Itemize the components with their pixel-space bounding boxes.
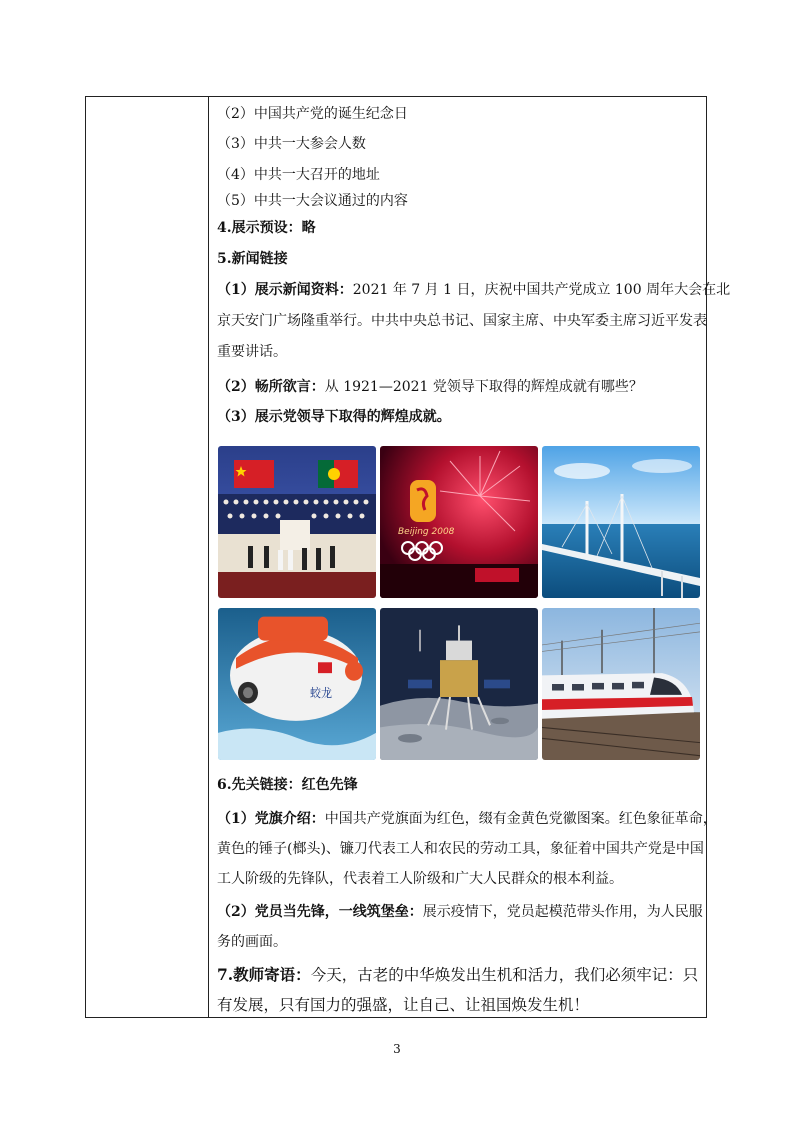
flag-text-a: 中国共产党旗面为红色，缀有金黄色党徽图案。红色象征革命， xyxy=(324,811,717,827)
submersible-hull-text: 蛟龙 xyxy=(310,685,332,701)
diplomatic-meeting-image xyxy=(218,446,376,598)
news-paragraph-line-3: 重要讲话。 xyxy=(217,344,287,360)
news-paragraph-line-1 xyxy=(217,281,730,299)
item-2: （2）中国共产党的诞生纪念日 xyxy=(217,106,408,122)
discussion-line xyxy=(217,378,643,396)
item-5: （5）中共一大会议通过的内容 xyxy=(217,193,408,209)
diplomatic-meeting-photo xyxy=(218,446,376,598)
flag-label: （1）党旗介绍： xyxy=(217,811,325,827)
news-label: （1）展示新闻资料： xyxy=(217,282,353,298)
olympics-fireworks-image xyxy=(380,446,538,598)
section-5-title: 5.新闻链接 xyxy=(217,251,288,267)
lunar-lander-photo xyxy=(380,608,538,760)
discussion-label: （2）畅所欲言： xyxy=(217,379,325,395)
teacher-message-text-a: 今天，古老的中华焕发出生机和活力，我们必须牢记：只 xyxy=(310,966,699,984)
news-text-a: 2021 年 7 月 1 日，庆祝中国共产党成立 100 周年大会在北 xyxy=(352,282,731,298)
teacher-message-line-2: 有发展，只有国力的强盛，让自己、让祖国焕发生机！ xyxy=(217,996,590,1014)
flag-paragraph-line-1 xyxy=(217,810,717,828)
item-3: （3）中共一大参会人数 xyxy=(217,136,366,152)
column-divider xyxy=(208,97,209,1017)
high-speed-train-image xyxy=(542,608,700,760)
pioneer-text-a: 展示疫情下，党员起模范带头作用，为人民服 xyxy=(422,904,703,920)
olympics-fireworks-photo xyxy=(380,446,538,598)
pioneer-paragraph-line-2: 务的画面。 xyxy=(217,934,287,950)
teacher-message-label: 7.教师寄语： xyxy=(217,965,311,984)
train-body-icon xyxy=(542,673,694,719)
flag-paragraph-line-2: 黄色的锤子(榔头)、镰刀代表工人和农民的劳动工具，象征着中国共产党是中国 xyxy=(217,841,704,857)
news-paragraph-line-2: 京天安门广场隆重举行。中共中央总书记、国家主席、中央军委主席习近平发表 xyxy=(217,313,707,329)
achievements-line: （3）展示党领导下取得的辉煌成就。 xyxy=(217,409,451,425)
submersible-image xyxy=(218,608,376,760)
item-4: （4）中共一大召开的地址 xyxy=(217,167,380,183)
achievement-image-grid xyxy=(218,446,700,748)
discussion-text: 从 1921—2021 党领导下取得的辉煌成就有哪些？ xyxy=(324,379,643,395)
pioneer-paragraph-line-1 xyxy=(217,903,703,921)
section-4-title: 4.展示预设：略 xyxy=(217,220,316,236)
high-speed-train-photo xyxy=(542,608,700,760)
lesson-table xyxy=(85,96,731,1018)
sea-bridge-image xyxy=(542,446,700,598)
flag-paragraph-line-3: 工人阶级的先锋队，代表着工人阶级和广大人民群众的根本利益。 xyxy=(217,871,623,887)
deep-sea-submersible-photo xyxy=(218,608,376,760)
section-6-title: 6.先关链接：红色先锋 xyxy=(217,777,358,793)
lander-body-icon xyxy=(440,660,478,697)
sea-bridge-photo xyxy=(542,446,700,598)
olympic-sign-text: Beijing 2008 xyxy=(398,527,455,537)
pioneer-label: （2）党员当先锋，一线筑堡垒： xyxy=(217,904,423,920)
page-number: 3 xyxy=(393,1042,401,1056)
lunar-lander-image xyxy=(380,608,538,760)
teacher-message-line-1 xyxy=(217,965,698,985)
